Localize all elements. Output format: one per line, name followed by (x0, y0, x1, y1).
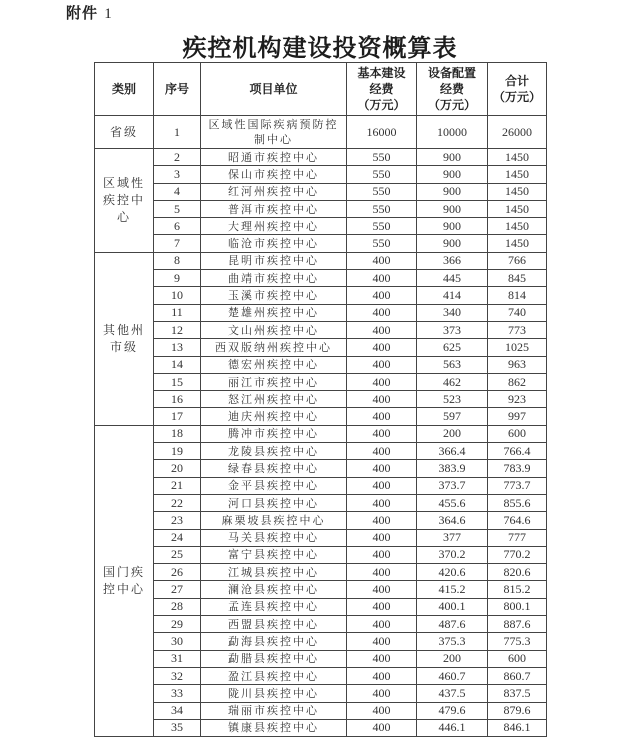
table-row (95, 200, 547, 217)
construction-cell: 400 (347, 650, 417, 667)
index-cell: 24 (154, 529, 201, 546)
table-row (95, 183, 547, 200)
equipment-cell: 377 (417, 529, 488, 546)
category-cell: 其他州市级 (95, 252, 154, 425)
table-row (95, 391, 547, 408)
total-cell: 766.4 (488, 443, 547, 460)
header-total-line: （万元） (492, 90, 541, 104)
table-row (95, 494, 547, 511)
index-cell: 6 (154, 218, 201, 235)
equipment-cell: 10000 (417, 116, 488, 149)
construction-cell: 400 (347, 512, 417, 529)
table-row (95, 373, 547, 390)
header-construction-line: 经费 (369, 82, 394, 96)
construction-cell: 550 (347, 200, 417, 217)
attachment-number: 1 (104, 6, 113, 22)
total-cell: 862 (488, 373, 547, 390)
construction-cell: 400 (347, 685, 417, 702)
total-cell: 1450 (488, 218, 547, 235)
index-cell: 35 (154, 719, 201, 736)
unit-cell: 勐海县疾控中心 (201, 633, 347, 650)
total-cell: 764.6 (488, 512, 547, 529)
index-cell: 1 (154, 116, 201, 149)
equipment-cell: 900 (417, 183, 488, 200)
table-row (95, 633, 547, 650)
index-cell: 4 (154, 183, 201, 200)
table-row (95, 149, 547, 166)
construction-cell: 400 (347, 425, 417, 442)
attachment-label (66, 2, 113, 23)
equipment-cell: 900 (417, 166, 488, 183)
header-category: 类别 (95, 63, 154, 116)
index-cell: 5 (154, 200, 201, 217)
construction-cell: 400 (347, 287, 417, 304)
unit-cell: 大理州疾控中心 (201, 218, 347, 235)
unit-cell: 德宏州疾控中心 (201, 356, 347, 373)
index-cell: 10 (154, 287, 201, 304)
equipment-cell: 460.7 (417, 667, 488, 684)
category-cell: 国门疾控中心 (95, 425, 154, 736)
construction-cell: 400 (347, 581, 417, 598)
construction-cell: 400 (347, 667, 417, 684)
total-cell: 1450 (488, 183, 547, 200)
construction-cell: 16000 (347, 116, 417, 149)
table-row (95, 685, 547, 702)
equipment-cell: 420.6 (417, 564, 488, 581)
header-total-line: 合计 (504, 74, 529, 88)
unit-cell: 绿春县疾控中心 (201, 460, 347, 477)
total-cell: 855.6 (488, 494, 547, 511)
construction-cell: 550 (347, 183, 417, 200)
total-cell: 820.6 (488, 564, 547, 581)
equipment-cell: 415.2 (417, 581, 488, 598)
total-cell: 600 (488, 425, 547, 442)
total-cell: 845 (488, 270, 547, 287)
header-construction-line: 基本建设 (357, 66, 406, 80)
equipment-cell: 523 (417, 391, 488, 408)
equipment-cell: 900 (417, 218, 488, 235)
table-row (95, 304, 547, 321)
equipment-cell: 364.6 (417, 512, 488, 529)
header-total (488, 63, 547, 116)
unit-cell: 勐腊县疾控中心 (201, 650, 347, 667)
construction-cell: 550 (347, 149, 417, 166)
equipment-cell: 373.7 (417, 477, 488, 494)
total-cell: 773.7 (488, 477, 547, 494)
unit-cell: 陇川县疾控中心 (201, 685, 347, 702)
total-cell: 879.6 (488, 702, 547, 719)
equipment-cell: 366.4 (417, 443, 488, 460)
table-row (95, 339, 547, 356)
construction-cell: 400 (347, 633, 417, 650)
unit-cell: 文山州疾控中心 (201, 321, 347, 338)
index-cell: 22 (154, 494, 201, 511)
construction-cell: 400 (347, 529, 417, 546)
index-cell: 13 (154, 339, 201, 356)
equipment-cell: 437.5 (417, 685, 488, 702)
total-cell: 1450 (488, 149, 547, 166)
construction-cell: 400 (347, 252, 417, 269)
unit-cell: 西双版纳州疾控中心 (201, 339, 347, 356)
index-cell: 21 (154, 477, 201, 494)
table-row (95, 321, 547, 338)
equipment-cell: 462 (417, 373, 488, 390)
total-cell: 770.2 (488, 546, 547, 563)
unit-cell: 富宁县疾控中心 (201, 546, 347, 563)
index-cell: 23 (154, 512, 201, 529)
total-cell: 600 (488, 650, 547, 667)
index-cell: 20 (154, 460, 201, 477)
table-row (95, 235, 547, 252)
index-cell: 19 (154, 443, 201, 460)
index-cell: 32 (154, 667, 201, 684)
table-row (95, 408, 547, 425)
total-cell: 1450 (488, 235, 547, 252)
table-row (95, 166, 547, 183)
unit-cell: 麻栗坡县疾控中心 (201, 512, 347, 529)
total-cell: 777 (488, 529, 547, 546)
total-cell: 997 (488, 408, 547, 425)
equipment-cell: 487.6 (417, 616, 488, 633)
table-row (95, 356, 547, 373)
total-cell: 800.1 (488, 598, 547, 615)
index-cell: 14 (154, 356, 201, 373)
construction-cell: 400 (347, 460, 417, 477)
equipment-cell: 373 (417, 321, 488, 338)
unit-cell: 楚雄州疾控中心 (201, 304, 347, 321)
total-cell: 846.1 (488, 719, 547, 736)
equipment-cell: 625 (417, 339, 488, 356)
construction-cell: 400 (347, 598, 417, 615)
total-cell: 815.2 (488, 581, 547, 598)
table-row (95, 546, 547, 563)
construction-cell: 400 (347, 616, 417, 633)
table-header-row (95, 63, 547, 116)
table-row (95, 512, 547, 529)
total-cell: 860.7 (488, 667, 547, 684)
table-row (95, 667, 547, 684)
construction-cell: 400 (347, 702, 417, 719)
table-row (95, 598, 547, 615)
equipment-cell: 383.9 (417, 460, 488, 477)
total-cell: 766 (488, 252, 547, 269)
unit-cell: 龙陵县疾控中心 (201, 443, 347, 460)
index-cell: 28 (154, 598, 201, 615)
equipment-cell: 900 (417, 149, 488, 166)
unit-cell: 澜沧县疾控中心 (201, 581, 347, 598)
table-body (95, 116, 547, 737)
table-row (95, 460, 547, 477)
total-cell: 773 (488, 321, 547, 338)
total-cell: 923 (488, 391, 547, 408)
total-cell: 887.6 (488, 616, 547, 633)
index-cell: 33 (154, 685, 201, 702)
equipment-cell: 340 (417, 304, 488, 321)
unit-cell: 红河州疾控中心 (201, 183, 347, 200)
index-cell: 2 (154, 149, 201, 166)
total-cell: 1450 (488, 200, 547, 217)
equipment-cell: 900 (417, 200, 488, 217)
total-cell: 837.5 (488, 685, 547, 702)
construction-cell: 400 (347, 443, 417, 460)
unit-cell: 孟连县疾控中心 (201, 598, 347, 615)
table-row (95, 719, 547, 736)
header-construction (347, 63, 417, 116)
index-cell: 3 (154, 166, 201, 183)
unit-cell: 金平县疾控中心 (201, 477, 347, 494)
construction-cell: 400 (347, 339, 417, 356)
construction-cell: 400 (347, 546, 417, 563)
unit-cell: 镇康县疾控中心 (201, 719, 347, 736)
unit-cell: 玉溪市疾控中心 (201, 287, 347, 304)
index-cell: 17 (154, 408, 201, 425)
construction-cell: 400 (347, 494, 417, 511)
unit-cell: 盈江县疾控中心 (201, 667, 347, 684)
unit-cell: 普洱市疾控中心 (201, 200, 347, 217)
unit-cell: 昭通市疾控中心 (201, 149, 347, 166)
construction-cell: 400 (347, 356, 417, 373)
equipment-cell: 366 (417, 252, 488, 269)
unit-cell: 曲靖市疾控中心 (201, 270, 347, 287)
table-row (95, 218, 547, 235)
unit-cell: 迪庆州疾控中心 (201, 408, 347, 425)
construction-cell: 400 (347, 270, 417, 287)
index-cell: 16 (154, 391, 201, 408)
table-row (95, 477, 547, 494)
total-cell: 783.9 (488, 460, 547, 477)
table-row (95, 425, 547, 442)
index-cell: 26 (154, 564, 201, 581)
table-row (95, 529, 547, 546)
index-cell: 11 (154, 304, 201, 321)
equipment-cell: 375.3 (417, 633, 488, 650)
construction-cell: 550 (347, 235, 417, 252)
equipment-cell: 455.6 (417, 494, 488, 511)
equipment-cell: 900 (417, 235, 488, 252)
table-row (95, 581, 547, 598)
construction-cell: 400 (347, 373, 417, 390)
page-title: 疾控机构建设投资概算表 (182, 33, 458, 62)
equipment-cell: 479.6 (417, 702, 488, 719)
total-cell: 775.3 (488, 633, 547, 650)
unit-cell: 河口县疾控中心 (201, 494, 347, 511)
unit-cell: 丽江市疾控中心 (201, 373, 347, 390)
equipment-cell: 400.1 (417, 598, 488, 615)
header-equipment-line: （万元） (427, 98, 476, 112)
index-cell: 29 (154, 616, 201, 633)
table-row (95, 650, 547, 667)
header-equipment-line: 设备配置 (427, 66, 476, 80)
equipment-cell: 446.1 (417, 719, 488, 736)
index-cell: 9 (154, 270, 201, 287)
index-cell: 31 (154, 650, 201, 667)
equipment-cell: 200 (417, 650, 488, 667)
unit-cell: 保山市疾控中心 (201, 166, 347, 183)
equipment-cell: 597 (417, 408, 488, 425)
construction-cell: 400 (347, 564, 417, 581)
construction-cell: 400 (347, 477, 417, 494)
table-row (95, 287, 547, 304)
total-cell: 26000 (488, 116, 547, 149)
budget-table (94, 62, 547, 737)
index-cell: 8 (154, 252, 201, 269)
unit-cell: 临沧市疾控中心 (201, 235, 347, 252)
construction-cell: 400 (347, 391, 417, 408)
unit-cell: 昆明市疾控中心 (201, 252, 347, 269)
unit-cell: 西盟县疾控中心 (201, 616, 347, 633)
equipment-cell: 414 (417, 287, 488, 304)
index-cell: 12 (154, 321, 201, 338)
equipment-cell: 563 (417, 356, 488, 373)
table-row (95, 116, 547, 149)
equipment-cell: 445 (417, 270, 488, 287)
category-cell: 区域性疾控中心 (95, 149, 154, 253)
total-cell: 1025 (488, 339, 547, 356)
total-cell: 963 (488, 356, 547, 373)
construction-cell: 400 (347, 408, 417, 425)
unit-cell: 瑞丽市疾控中心 (201, 702, 347, 719)
unit-cell: 马关县疾控中心 (201, 529, 347, 546)
table-row (95, 270, 547, 287)
header-unit: 项目单位 (201, 63, 347, 116)
total-cell: 814 (488, 287, 547, 304)
index-cell: 30 (154, 633, 201, 650)
construction-cell: 400 (347, 304, 417, 321)
construction-cell: 400 (347, 719, 417, 736)
index-cell: 18 (154, 425, 201, 442)
table-row (95, 252, 547, 269)
table-row (95, 616, 547, 633)
table-row (95, 702, 547, 719)
index-cell: 25 (154, 546, 201, 563)
category-cell: 省级 (95, 116, 154, 149)
header-equipment (417, 63, 488, 116)
attachment-text: 附件 (66, 4, 99, 22)
header-equipment-line: 经费 (439, 82, 464, 96)
unit-cell: 江城县疾控中心 (201, 564, 347, 581)
header-index: 序号 (154, 63, 201, 116)
equipment-cell: 370.2 (417, 546, 488, 563)
unit-cell: 怒江州疾控中心 (201, 391, 347, 408)
unit-cell: 区域性国际疾病预防控制中心 (201, 116, 347, 149)
construction-cell: 550 (347, 218, 417, 235)
index-cell: 27 (154, 581, 201, 598)
table-row (95, 443, 547, 460)
table-row (95, 564, 547, 581)
unit-cell: 腾冲市疾控中心 (201, 425, 347, 442)
construction-cell: 550 (347, 166, 417, 183)
index-cell: 7 (154, 235, 201, 252)
index-cell: 34 (154, 702, 201, 719)
equipment-cell: 200 (417, 425, 488, 442)
header-construction-line: （万元） (357, 98, 406, 112)
total-cell: 1450 (488, 166, 547, 183)
index-cell: 15 (154, 373, 201, 390)
total-cell: 740 (488, 304, 547, 321)
construction-cell: 400 (347, 321, 417, 338)
